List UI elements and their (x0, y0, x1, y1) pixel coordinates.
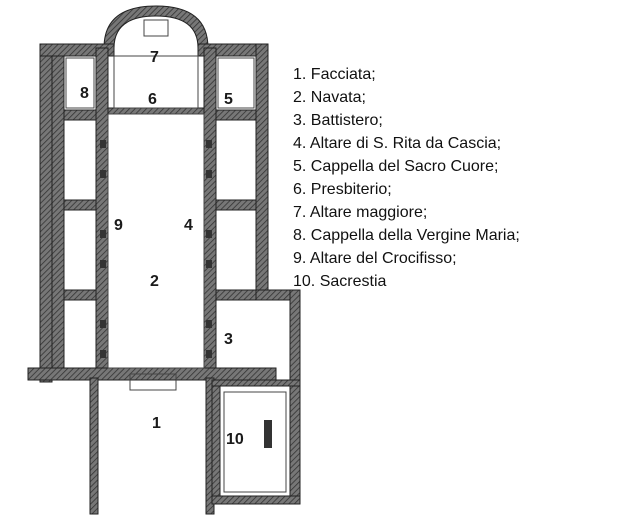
chapel-dividers (64, 110, 256, 300)
legend-item: 1. Facciata; (293, 66, 376, 83)
legend-item: 2. Navata; (293, 89, 366, 106)
outer-right-wall (256, 44, 268, 294)
portico-left-wall (90, 378, 98, 514)
apse-wall (104, 6, 208, 48)
legend-item: 6. Presbiterio; (293, 181, 392, 198)
sacristy-bottom-wall (212, 496, 300, 504)
plan-label-2: 2 (150, 273, 159, 290)
legend-item: 5. Cappella del Sacro Cuore; (293, 158, 499, 175)
plan-label-1: 1 (152, 415, 161, 432)
legend (293, 63, 520, 293)
plan-label-10: 10 (226, 431, 244, 448)
legend-item: 9. Altare del Crocifisso; (293, 250, 457, 267)
legend-item: 7. Altare maggiore; (293, 204, 428, 221)
outer-left-wall (40, 44, 52, 382)
sacristy-top-wall (212, 380, 300, 386)
plan-walls (28, 6, 300, 514)
annex-right-wall (290, 290, 300, 496)
legend-item: 4. Altare di S. Rita da Cascia; (293, 135, 502, 152)
plan-label-8: 8 (80, 85, 89, 102)
legend-item: 8. Cappella della Vergine Maria; (293, 227, 520, 244)
plan-label-6: 6 (148, 91, 157, 108)
plan-label-3: 3 (224, 331, 233, 348)
plan-label-5: 5 (224, 91, 233, 108)
sacristy-left-wall (212, 386, 220, 504)
plan-label-4: 4 (184, 217, 193, 234)
legend-item: 10. Sacrestia (293, 273, 387, 290)
plan-label-9: 9 (114, 217, 123, 234)
plan-label-7: 7 (150, 49, 159, 66)
left-strip-wall (52, 50, 64, 374)
legend-item: 3. Battistero; (293, 112, 383, 129)
presbytery-step (108, 108, 204, 114)
